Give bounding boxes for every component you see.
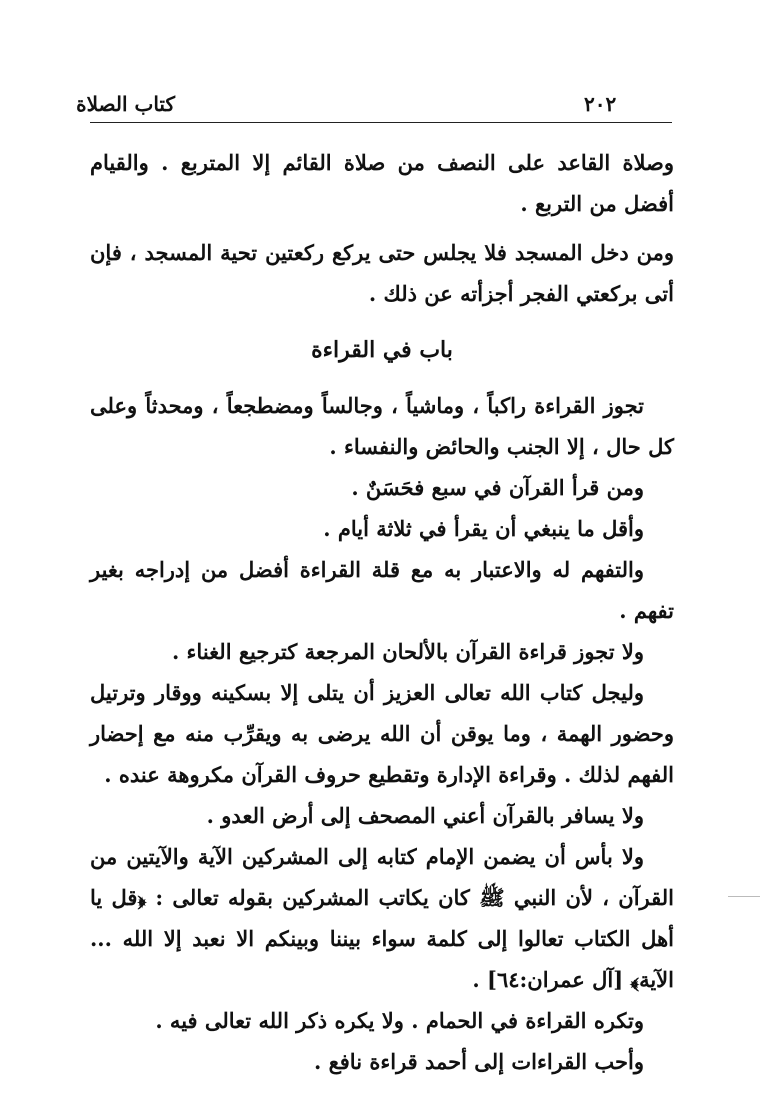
header-divider (90, 122, 672, 123)
margin-mark (728, 896, 760, 897)
page-body (90, 142, 674, 1082)
section-heading: باب في القراءة (311, 337, 453, 363)
paragraph: ومن دخل المسجد فلا يجلس حتى يركع ركعتين تحية المسجد ، فإن أتى بركعتي الفجر أجزأته عن ذلك . (90, 240, 674, 306)
paragraph: وأحب القراءات إلى أحمد قراءة نافع . (313, 1049, 644, 1074)
paragraph: ولا يسافر بالقرآن أعني المصحف إلى أرض العدو . (206, 803, 644, 828)
paragraph: ولا بأس أن يضمن الإمام كتابه إلى المشركين الآية والآيتين من القرآن ، لأن النبي ﷺ كان يكاتب المشركين بقوله تعالى : ﴿قل يا أهل الكتاب تعالوا إلى كلمة سواء بيننا وبينكم الا نعبد إلا الله ... الآية﴾ [آل عمران:٦٤] . (90, 844, 674, 992)
paragraph: تجوز القراءة راكباً ، وماشياً ، وجالساً ومضطجعاً ، ومحدثاً وعلى كل حال ، إلا الجنب والحائض والنفساء . (90, 393, 674, 459)
running-header-title: كتاب الصلاة (76, 92, 175, 116)
paragraph: وأقل ما ينبغي أن يقرأ في ثلاثة أيام . (323, 516, 644, 541)
paragraph: وليجل كتاب الله تعالى العزيز أن يتلى إلا بسكينه ووقار وترتيل وحضور الهمة ، وما يوقن أن الله يرضى به ويقرِّب منه مع إحضار الفهم لذلك . وقراءة الإدارة وتقطيع حروف القرآن مكروهة عنده . (90, 680, 674, 787)
paragraph: ولا تجوز قراءة القرآن بالألحان المرجعة كترجيع الغناء . (171, 639, 644, 664)
page-number: ٢٠٢ (584, 92, 617, 116)
paragraph: وصلاة القاعد على النصف من صلاة القائم إلا المتربع . والقيام أفضل من التربع . (90, 150, 674, 216)
paragraph: ومن قرأ القرآن في سبع فحَسَنٌ . (351, 475, 644, 500)
paragraph: والتفهم له والاعتبار به مع قلة القراءة أفضل من إدراجه بغير تفهم . (90, 557, 674, 623)
paragraph: وتكره القراءة في الحمام . ولا يكره ذكر الله تعالى فيه . (155, 1008, 644, 1033)
